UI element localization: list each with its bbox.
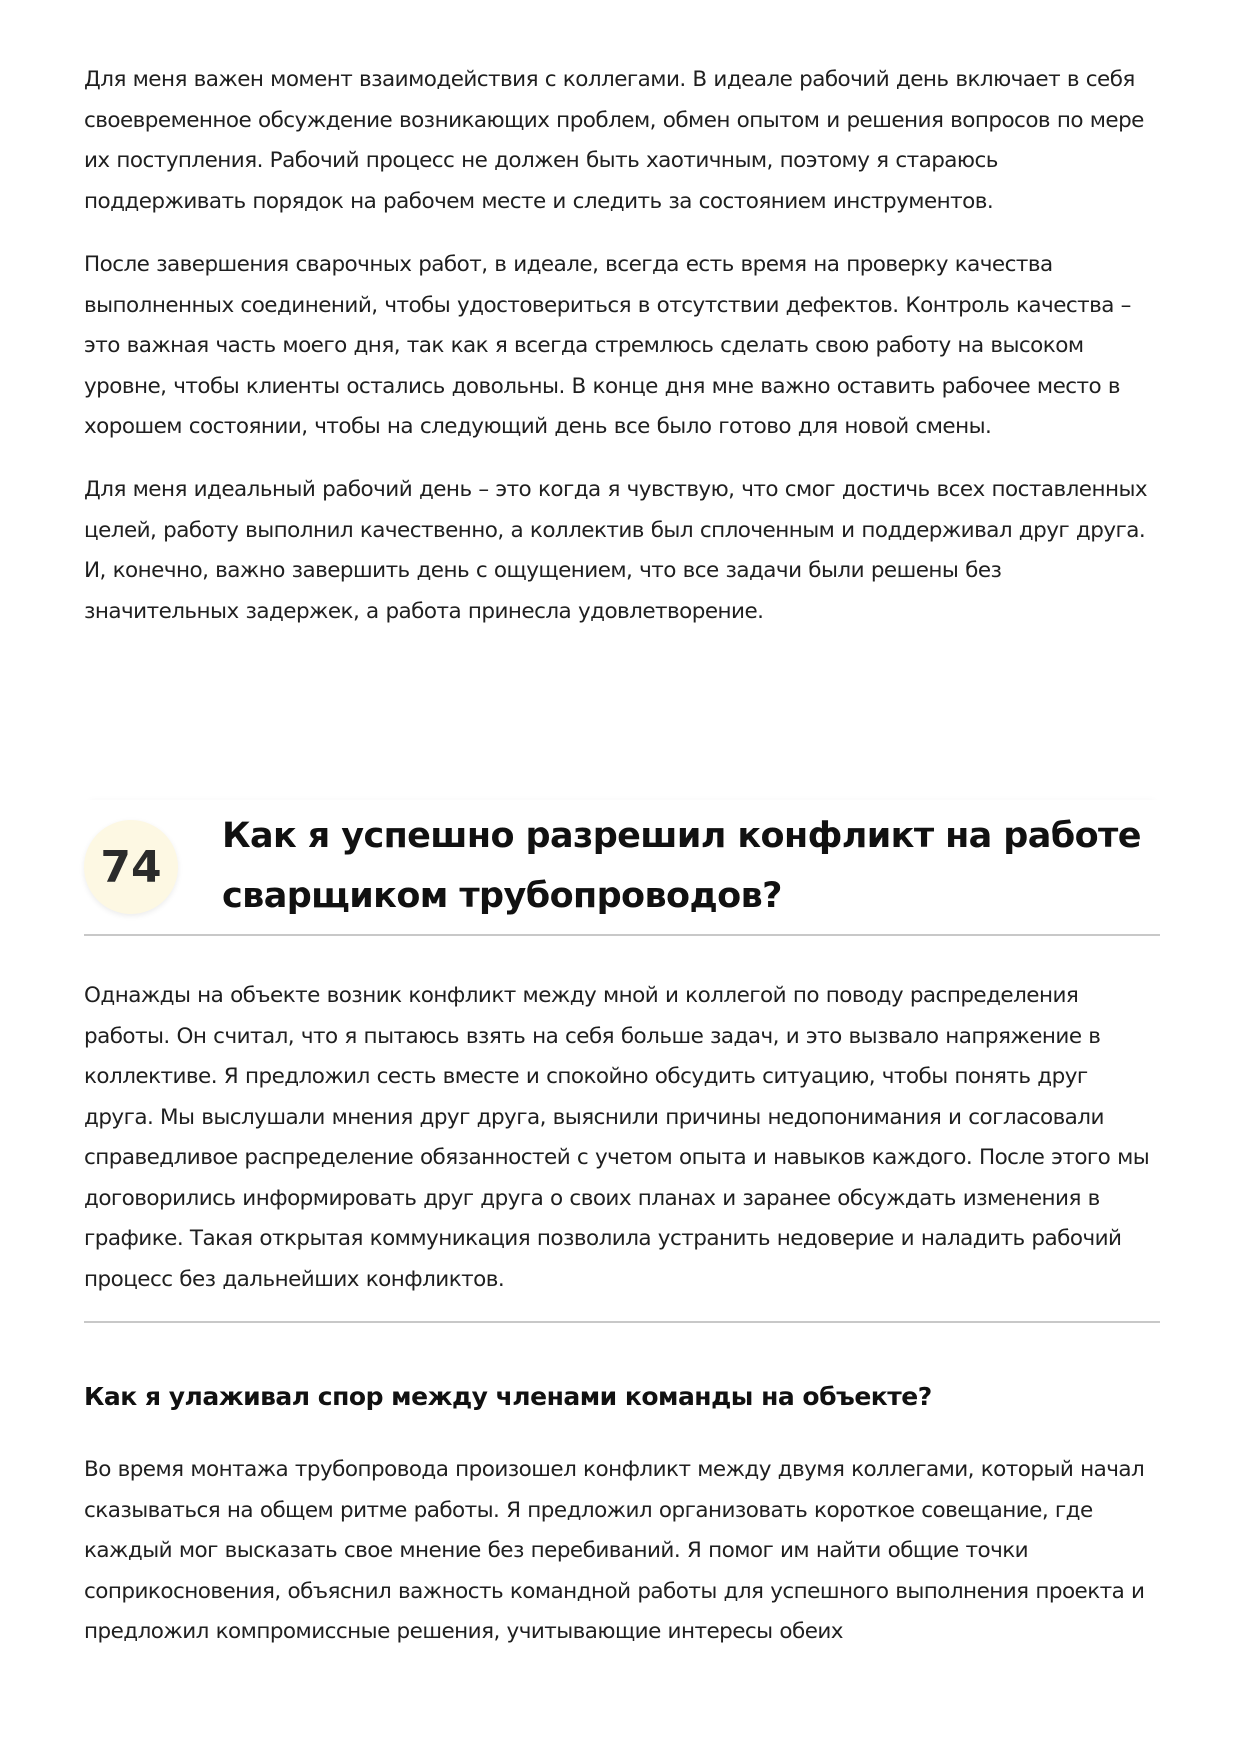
section-divider — [84, 1321, 1160, 1323]
section-title: Как я успешно разрешил конфликт на работе сварщиком трубопроводов? — [222, 816, 1141, 916]
subsection-answer-paragraph: Во время монтажа трубопровода произошел конфликт между двумя коллегами, который начал сказываться на общем ритме работы. Я предложил организовать короткое совещание, где каждый мог высказать свое мнение без перебиваний. Я помог им найти общие точки соприкосновения, объяснил важность командной работы для успешного выполнения проекта и предложил компромиссные решения, учитывающие интересы обеих — [84, 1457, 1145, 1644]
paragraph-colleagues-interaction: Для меня важен момент взаимодействия с коллегами. В идеале рабочий день включает в себя своевременное обсуждение возникающих проблем, обмен опытом и решения вопросов по мере их поступления. Рабочий процесс не должен быть хаотичным, поэтому я стараюсь поддерживать порядок на рабочем месте и следить за состоянием инструментов. — [84, 67, 1144, 214]
section-answer-paragraph: Однажды на объекте возник конфликт между мной и коллегой по поводу распределения работы. Он считал, что я пытаюсь взять на себя больше задач, и это вызвало напряжение в коллективе. Я предложил сесть вместе и спокойно обсудить ситуацию, чтобы понять друг друга. Мы выслушали мнения друг друга, выяснили причины недопонимания и согласовали справедливое распределение обязанностей с учетом опыта и навыков каждого. После этого мы договорились информировать друг друга о своих планах и заранее обсуждать изменения в графике. Такая открытая коммуникация позволила устранить недоверие и наладить рабочий процесс без дальнейших конфликтов. — [84, 983, 1150, 1292]
subsection-title: Как я улаживал спор между членами команды на объекте? — [84, 1382, 932, 1411]
paragraph-ideal-workday: Для меня идеальный рабочий день – это когда я чувствую, что смог достичь всех поставленных целей, работу выполнил качественно, а коллектив был сплоченным и поддерживал друг друга. И, конечно, важно завершить день с ощущением, что все задачи были решены без значительных задержек, а работа принесла удовлетворение. — [84, 477, 1148, 624]
question-number-badge: 74 — [84, 820, 178, 914]
section-header — [84, 800, 1160, 936]
paragraph-quality-control: После завершения сварочных работ, в идеале, всегда есть время на проверку качества выполненных соединений, чтобы удостовериться в отсутствии дефектов. Контроль качества – это важная часть моего дня, так как я всегда стремлюсь сделать свою работу на высоком уровне, чтобы клиенты остались довольны. В конце дня мне важно оставить рабочее место в хорошем состоянии, чтобы на следующий день все было готово для новой смены. — [84, 252, 1131, 439]
